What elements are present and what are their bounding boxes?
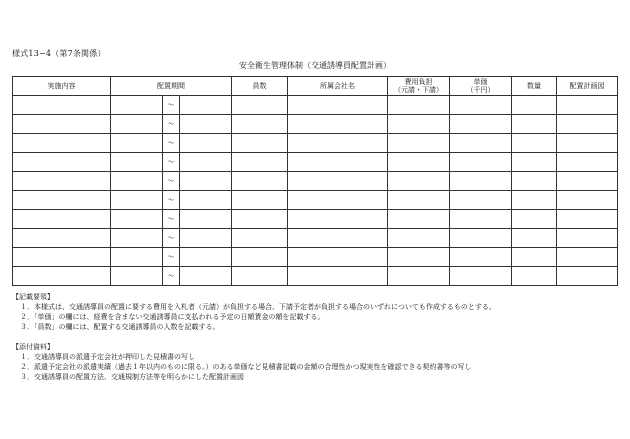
cell-staff-count[interactable] xyxy=(232,172,288,191)
cell-unit-price[interactable] xyxy=(450,172,512,191)
header-content: 実施内容 xyxy=(13,77,111,96)
cell-plan-diagram[interactable] xyxy=(557,153,618,172)
form-number: 様式13−4（第7条関係） xyxy=(12,49,106,58)
cell-period-start[interactable] xyxy=(111,115,163,134)
cell-quantity[interactable] xyxy=(512,267,557,286)
cell-content[interactable] xyxy=(13,134,111,153)
notes-item: １．本様式は、交通誘導員の配置に要する費用を入札者（元請）が負担する場合、下請予定者が負担する場合のいずれについても作成するものとする。 xyxy=(20,303,496,311)
cell-quantity[interactable] xyxy=(512,248,557,267)
cell-unit-price[interactable] xyxy=(450,191,512,210)
cell-content[interactable] xyxy=(13,153,111,172)
cell-company[interactable] xyxy=(288,172,388,191)
cell-period-separator: 〜 xyxy=(163,267,180,286)
attachment-item: １．交通誘導員の派遣予定会社が押印した見積書の写し xyxy=(20,353,195,361)
table-body xyxy=(13,96,618,286)
cell-cost-burden[interactable] xyxy=(388,172,450,191)
cell-content[interactable] xyxy=(13,191,111,210)
cell-quantity[interactable] xyxy=(512,229,557,248)
cell-period-end[interactable] xyxy=(180,229,232,248)
cell-period-start[interactable] xyxy=(111,153,163,172)
cell-period-separator: 〜 xyxy=(163,153,180,172)
cell-plan-diagram[interactable] xyxy=(557,96,618,115)
cell-cost-burden[interactable] xyxy=(388,267,450,286)
cell-period-end[interactable] xyxy=(180,267,232,286)
document-title: 安全衛生管理体制（交通誘導員配置計画） xyxy=(239,61,391,70)
cell-quantity[interactable] xyxy=(512,96,557,115)
cell-company[interactable] xyxy=(288,153,388,172)
cell-period-separator: 〜 xyxy=(163,96,180,115)
cell-plan-diagram[interactable] xyxy=(557,134,618,153)
table-row xyxy=(13,96,618,115)
staff-allocation-table xyxy=(12,76,618,286)
table-row xyxy=(13,210,618,229)
cell-unit-price[interactable] xyxy=(450,210,512,229)
attachments-heading: 【添付資料】 xyxy=(12,343,54,351)
cell-cost-burden[interactable] xyxy=(388,248,450,267)
cell-staff-count[interactable] xyxy=(232,96,288,115)
cell-staff-count[interactable] xyxy=(232,153,288,172)
cell-unit-price[interactable] xyxy=(450,115,512,134)
cell-quantity[interactable] xyxy=(512,191,557,210)
cell-quantity[interactable] xyxy=(512,172,557,191)
attachment-item: ３．交通誘導員の配置方法、交通規制方法等を明らかにした配置計画図 xyxy=(20,373,244,381)
cell-period-start[interactable] xyxy=(111,134,163,153)
table-row xyxy=(13,153,618,172)
header-unit-price-line2: （千円） xyxy=(466,86,495,94)
cell-unit-price[interactable] xyxy=(450,153,512,172)
attachment-item: ２．派遣予定会社の派遣実績（過去１年以内のものに限る。）のある単価など見積書記載の金額の合理性かつ現実性を確認できる契約書等の写し xyxy=(20,363,472,371)
header-company: 所属会社名 xyxy=(288,77,388,96)
header-plan-diagram: 配置計画図 xyxy=(557,77,618,96)
cell-plan-diagram[interactable] xyxy=(557,248,618,267)
cell-cost-burden[interactable] xyxy=(388,191,450,210)
header-period: 配置期間 xyxy=(111,77,232,96)
header-staff-count: 員数 xyxy=(232,77,288,96)
table-row xyxy=(13,229,618,248)
cell-period-separator: 〜 xyxy=(163,191,180,210)
cell-period-separator: 〜 xyxy=(163,172,180,191)
cell-period-start[interactable] xyxy=(111,229,163,248)
cell-period-start[interactable] xyxy=(111,267,163,286)
cell-company[interactable] xyxy=(288,115,388,134)
notes-item: ２．「単価」の欄には、経費を含まない交通誘導員に支払われる予定の日額賃金の額を記載する。 xyxy=(20,313,325,321)
cell-period-separator: 〜 xyxy=(163,248,180,267)
cell-staff-count[interactable] xyxy=(232,191,288,210)
cell-content[interactable] xyxy=(13,96,111,115)
header-cost-burden-line1: 費用負担 xyxy=(404,78,433,86)
table-row xyxy=(13,115,618,134)
cell-plan-diagram[interactable] xyxy=(557,191,618,210)
table-row xyxy=(13,191,618,210)
cell-period-separator: 〜 xyxy=(163,210,180,229)
table-row xyxy=(13,134,618,153)
cell-period-start[interactable] xyxy=(111,96,163,115)
cell-staff-count[interactable] xyxy=(232,248,288,267)
cell-company[interactable] xyxy=(288,267,388,286)
cell-period-start[interactable] xyxy=(111,172,163,191)
cell-quantity[interactable] xyxy=(512,115,557,134)
cell-unit-price[interactable] xyxy=(450,96,512,115)
cell-quantity[interactable] xyxy=(512,210,557,229)
cell-period-end[interactable] xyxy=(180,96,232,115)
header-quantity: 数量 xyxy=(512,77,557,96)
table-row xyxy=(13,248,618,267)
cell-period-end[interactable] xyxy=(180,115,232,134)
cell-company[interactable] xyxy=(288,96,388,115)
header-unit-price-line1: 単価 xyxy=(473,78,488,86)
cell-company[interactable] xyxy=(288,210,388,229)
cell-unit-price[interactable] xyxy=(450,267,512,286)
cell-period-separator: 〜 xyxy=(163,115,180,134)
cell-plan-diagram[interactable] xyxy=(557,229,618,248)
cell-company[interactable] xyxy=(288,248,388,267)
cell-cost-burden[interactable] xyxy=(388,153,450,172)
cell-cost-burden[interactable] xyxy=(388,96,450,115)
cell-staff-count[interactable] xyxy=(232,210,288,229)
cell-period-end[interactable] xyxy=(180,248,232,267)
cell-quantity[interactable] xyxy=(512,134,557,153)
cell-content[interactable] xyxy=(13,115,111,134)
cell-period-start[interactable] xyxy=(111,210,163,229)
cell-cost-burden[interactable] xyxy=(388,115,450,134)
cell-period-start[interactable] xyxy=(111,248,163,267)
cell-unit-price[interactable] xyxy=(450,229,512,248)
cell-content[interactable] xyxy=(13,267,111,286)
header-unit-price xyxy=(450,77,512,96)
cell-period-end[interactable] xyxy=(180,210,232,229)
cell-staff-count[interactable] xyxy=(232,229,288,248)
cell-content[interactable] xyxy=(13,229,111,248)
section-gap xyxy=(12,332,618,342)
cell-cost-burden[interactable] xyxy=(388,229,450,248)
cell-plan-diagram[interactable] xyxy=(557,210,618,229)
cell-period-start[interactable] xyxy=(111,191,163,210)
cell-content[interactable] xyxy=(13,248,111,267)
cell-period-end[interactable] xyxy=(180,191,232,210)
cell-period-separator: 〜 xyxy=(163,134,180,153)
cell-cost-burden[interactable] xyxy=(388,134,450,153)
cell-period-end[interactable] xyxy=(180,153,232,172)
header-cost-burden xyxy=(388,77,450,96)
cell-content[interactable] xyxy=(13,172,111,191)
cell-staff-count[interactable] xyxy=(232,115,288,134)
table-row xyxy=(13,172,618,191)
notes-item: ３．「員数」の欄には、配置する交通誘導員の人数を記載する。 xyxy=(20,323,220,331)
cell-quantity[interactable] xyxy=(512,153,557,172)
table-row xyxy=(13,267,618,286)
cell-period-separator: 〜 xyxy=(163,229,180,248)
cell-unit-price[interactable] xyxy=(450,248,512,267)
cell-plan-diagram[interactable] xyxy=(557,267,618,286)
cell-plan-diagram[interactable] xyxy=(557,172,618,191)
cell-content[interactable] xyxy=(13,210,111,229)
notes-section xyxy=(12,292,618,382)
header-cost-burden-line2: （元請・下請） xyxy=(394,86,444,94)
cell-staff-count[interactable] xyxy=(232,267,288,286)
cell-staff-count[interactable] xyxy=(232,134,288,153)
cell-cost-burden[interactable] xyxy=(388,210,450,229)
table-header-row xyxy=(13,77,618,96)
cell-unit-price[interactable] xyxy=(450,134,512,153)
cell-company[interactable] xyxy=(288,229,388,248)
cell-company[interactable] xyxy=(288,134,388,153)
notes-heading: 【記載要領】 xyxy=(12,293,54,301)
cell-plan-diagram[interactable] xyxy=(557,115,618,134)
cell-company[interactable] xyxy=(288,191,388,210)
cell-period-end[interactable] xyxy=(180,172,232,191)
cell-period-end[interactable] xyxy=(180,134,232,153)
